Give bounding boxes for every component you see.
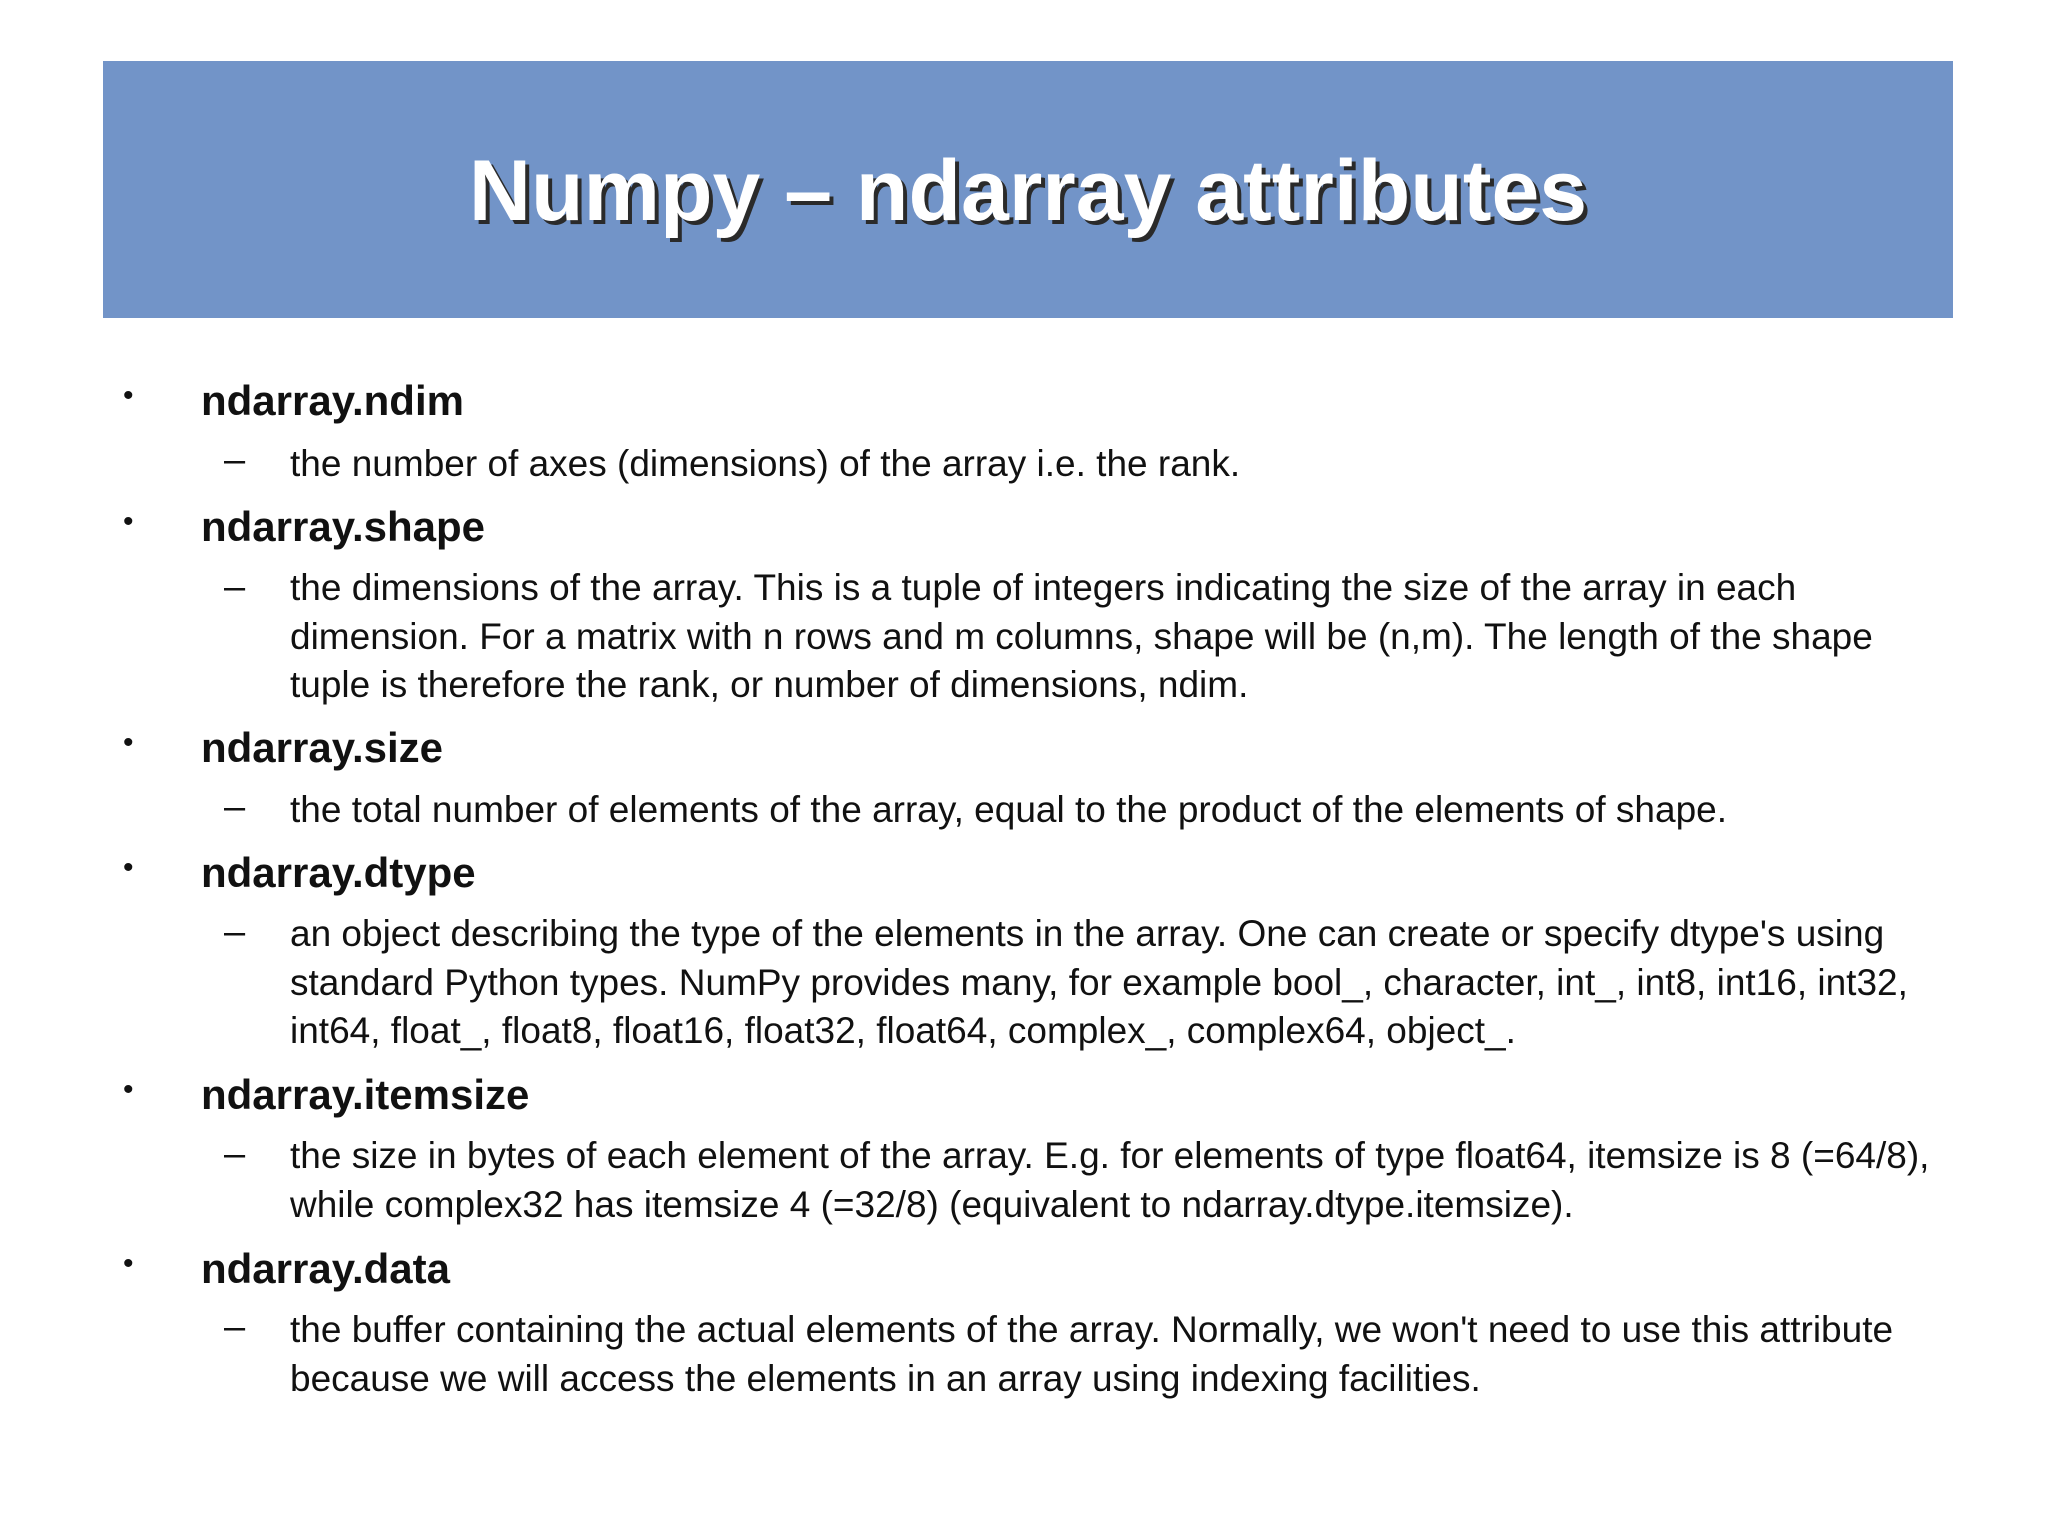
attribute-description: the number of axes (dimensions) of the array i.e. the rank. (290, 443, 1241, 484)
dash-icon: – (224, 911, 246, 953)
attribute-description: the size in bytes of each element of the array. E.g. for elements of type float64, itemsize is 8 (=64/8), while complex32 has itemsize 4 (=32/8) (equivalent to ndarray.dtype.itemsize). (290, 1135, 1930, 1225)
bullet-icon: • (123, 379, 134, 412)
bullet-icon: • (123, 851, 134, 884)
attribute-description: the buffer containing the actual elements of the array. Normally, we won't need to use this attribute because we will access the elements in an array using indexing facilities. (290, 1309, 1894, 1399)
attribute-term: ndarray.dtype (201, 849, 476, 896)
slide-title: Numpy – ndarray attributes (468, 143, 1588, 239)
bullet-icon: • (123, 1073, 134, 1106)
dash-icon: – (224, 786, 246, 828)
bullet-icon: • (123, 1247, 134, 1280)
attribute-term: ndarray.shape (201, 503, 486, 550)
attribute-term: ndarray.ndim (201, 377, 464, 424)
attribute-description: the dimensions of the array. This is a tuple of integers indicating the size of the array in each dimension. For a matrix with n rows and m columns, shape will be (n,m). The length of the shape tuple is therefore the rank, or number of dimensions, ndim. (290, 567, 1873, 705)
attribute-description: an object describing the type of the elements in the array. One can create or specify dtype's using standard Python types. NumPy provides many, for example bool_, character, int_, int8, int16, int32, int64, float_, float8, float16, float32, float64, complex_, complex64, object_. (290, 913, 1908, 1051)
bullet-icon: • (123, 726, 134, 759)
bullet-icon: • (123, 505, 134, 538)
dash-icon: – (224, 566, 246, 608)
attribute-description: the total number of elements of the array, equal to the product of the elements of shape. (290, 789, 1728, 830)
attribute-term: ndarray.data (201, 1245, 450, 1292)
attribute-term: ndarray.size (201, 724, 444, 771)
dash-icon: – (224, 1133, 246, 1175)
dash-icon: – (224, 1306, 246, 1348)
attribute-term: ndarray.itemsize (201, 1071, 530, 1118)
dash-icon: – (224, 439, 246, 481)
